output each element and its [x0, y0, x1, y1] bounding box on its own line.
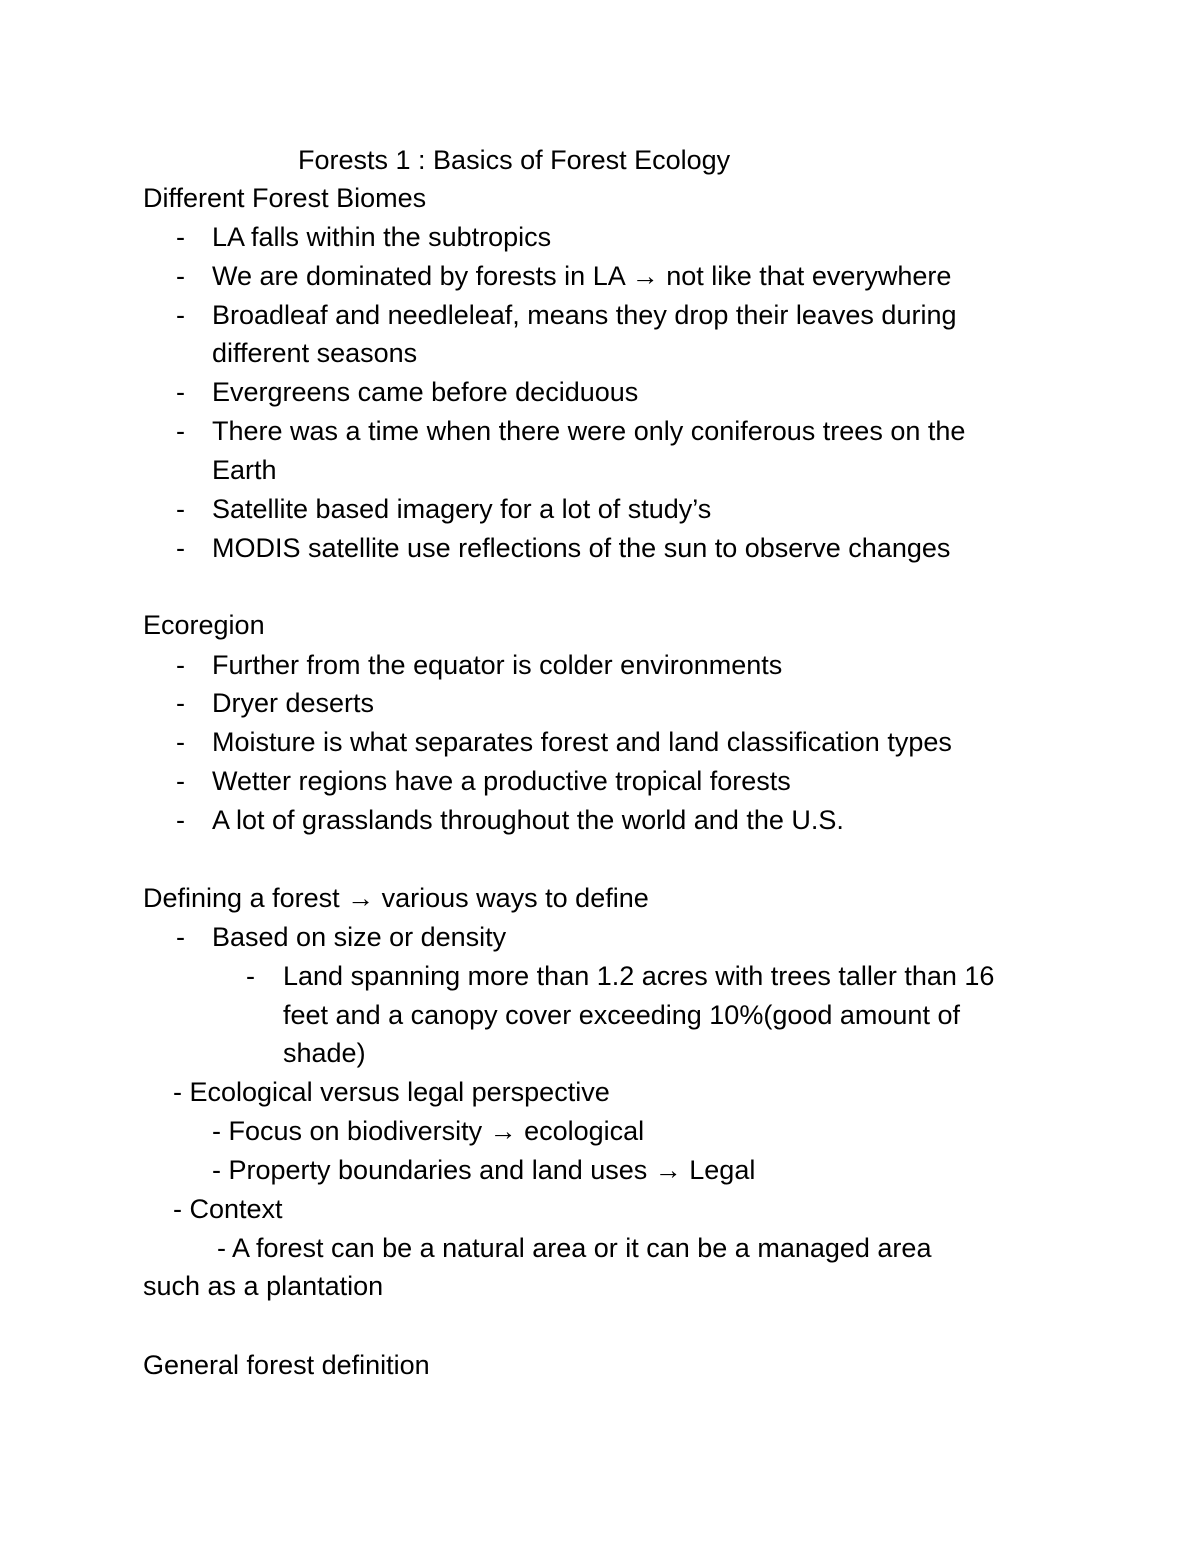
bullet-item: - Ecological versus legal perspective	[173, 1077, 610, 1107]
bullet-item: LA falls within the subtropics	[212, 222, 552, 252]
bullet-item: Satellite based imagery for a lot of study’s	[212, 494, 712, 524]
bullet-item: Moisture is what separates forest and land classification types	[212, 727, 952, 757]
sub-bullet-item-continuation: shade)	[283, 1038, 366, 1068]
bullet-dash: -	[176, 766, 185, 796]
bullet-item: There was a time when there were only coniferous trees on the	[212, 416, 966, 446]
bullet-dash: -	[176, 222, 185, 252]
bullet-dash: -	[176, 805, 185, 835]
sub-bullet-dash: -	[246, 961, 255, 991]
bullet-item: We are dominated by forests in LA → not like that everywhere	[212, 261, 952, 291]
sub-bullet-item-continuation: feet and a canopy cover exceeding 10%(good amount of	[283, 1000, 960, 1030]
bullet-item: Wetter regions have a productive tropical forests	[212, 766, 791, 796]
bullet-item: Broadleaf and needleleaf, means they drop their leaves during	[212, 300, 957, 330]
bullet-item: A lot of grasslands throughout the world and the U.S.	[212, 805, 844, 835]
sub-bullet-item: Land spanning more than 1.2 acres with trees taller than 16	[283, 961, 995, 991]
bullet-dash: -	[176, 416, 185, 446]
bullet-item: Evergreens came before deciduous	[212, 377, 639, 407]
bullet-dash: -	[176, 494, 185, 524]
bullet-item: Further from the equator is colder environments	[212, 650, 783, 680]
sub-bullet-item: - Property boundaries and land uses → Legal	[212, 1155, 756, 1185]
section-heading-forest-biomes: Different Forest Biomes	[143, 183, 427, 213]
section-heading-general-definition: General forest definition	[143, 1350, 430, 1380]
bullet-dash: -	[176, 727, 185, 757]
bullet-item: - Context	[173, 1194, 283, 1224]
bullet-dash: -	[176, 377, 185, 407]
bullet-item-continuation: different seasons	[212, 338, 418, 368]
bullet-dash: -	[176, 300, 185, 330]
document-title: Forests 1 : Basics of Forest Ecology	[298, 145, 731, 175]
section-heading-ecoregion: Ecoregion	[143, 610, 265, 640]
bullet-dash: -	[176, 650, 185, 680]
section-heading-defining-forest: Defining a forest → various ways to define	[143, 883, 649, 913]
bullet-item: Dryer deserts	[212, 688, 375, 718]
sub-bullet-item-continuation: such as a plantation	[143, 1271, 384, 1301]
bullet-item: MODIS satellite use reflections of the sun to observe changes	[212, 533, 951, 563]
sub-bullet-item: - Focus on biodiversity → ecological	[212, 1116, 645, 1146]
bullet-dash: -	[176, 533, 185, 563]
sub-bullet-item: - A forest can be a natural area or it can be a managed area	[217, 1233, 932, 1263]
bullet-dash: -	[176, 922, 185, 952]
bullet-dash: -	[176, 688, 185, 718]
bullet-item-continuation: Earth	[212, 455, 277, 485]
bullet-item: Based on size or density	[212, 922, 507, 952]
bullet-dash: -	[176, 261, 185, 291]
